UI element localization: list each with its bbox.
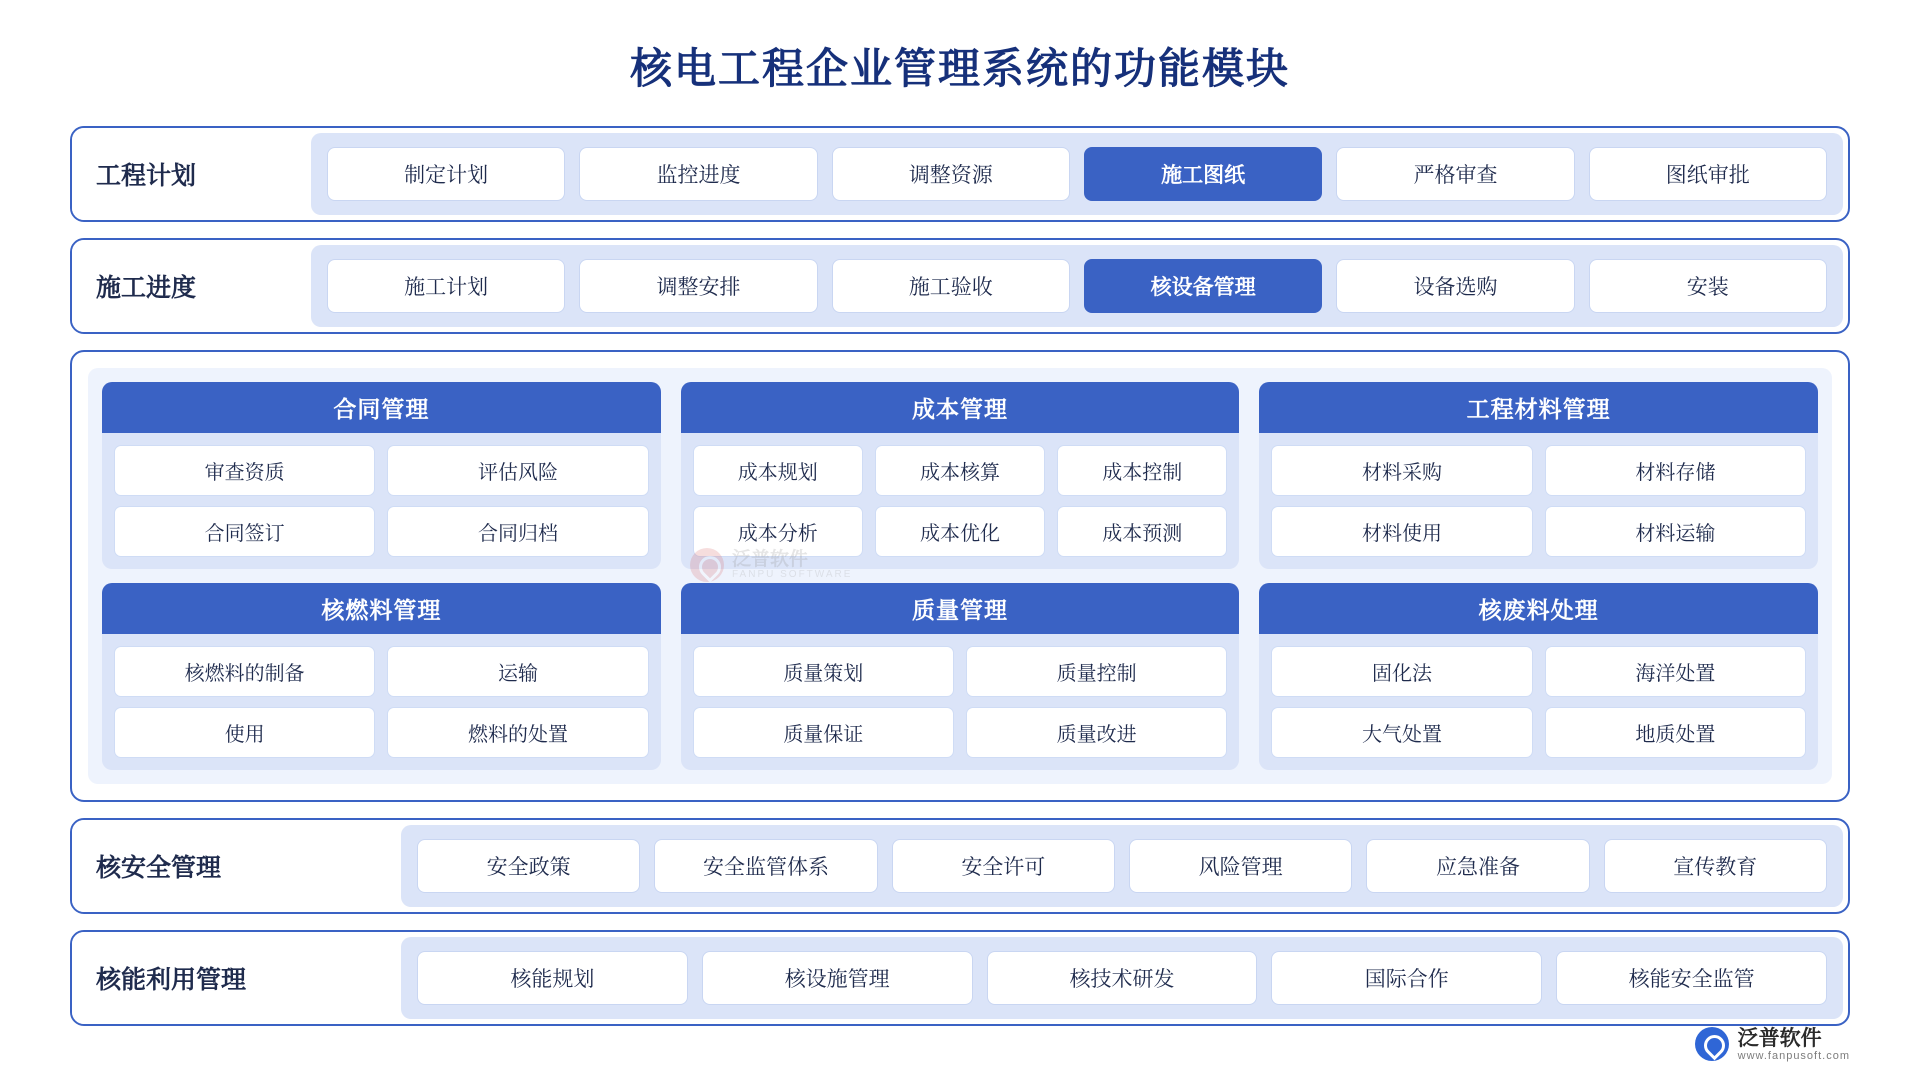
card-title: 核燃料管理 (102, 583, 661, 634)
row-items (311, 133, 1843, 215)
chip-item[interactable]: 调整安排 (579, 259, 817, 313)
chip-item[interactable]: 监控进度 (579, 147, 817, 201)
chip-item[interactable]: 图纸审批 (1589, 147, 1827, 201)
brand-site: www.fanpusoft.com (1737, 1049, 1850, 1062)
card-cell[interactable]: 质量策划 (693, 646, 954, 697)
row-label: 核安全管理 (72, 820, 396, 912)
card-body (102, 634, 661, 758)
card-body (1259, 433, 1818, 557)
row-engineering-plan (70, 126, 1850, 222)
card-title: 合同管理 (102, 382, 661, 433)
card-cell[interactable]: 材料使用 (1271, 506, 1532, 557)
card-quality-management (681, 583, 1240, 770)
card-cell[interactable]: 使用 (114, 707, 375, 758)
card-cell[interactable]: 成本优化 (875, 506, 1045, 557)
row-nuclear-utilization-management (70, 930, 1850, 1026)
card-nuclear-waste-treatment (1259, 583, 1818, 770)
card-cell[interactable]: 核燃料的制备 (114, 646, 375, 697)
chip-item[interactable]: 核设施管理 (702, 951, 973, 1005)
chip-item[interactable]: 宣传教育 (1604, 839, 1827, 893)
card-cell[interactable]: 成本核算 (875, 445, 1045, 496)
chip-item[interactable]: 风险管理 (1129, 839, 1352, 893)
chip-item[interactable]: 国际合作 (1271, 951, 1542, 1005)
watermark-name: 泛普软件 (732, 548, 809, 570)
card-cell[interactable]: 运输 (387, 646, 648, 697)
row-label: 施工进度 (72, 240, 306, 332)
card-cell[interactable]: 成本预测 (1057, 506, 1227, 557)
card-title: 质量管理 (681, 583, 1240, 634)
card-cell[interactable]: 合同归档 (387, 506, 648, 557)
card-body (681, 634, 1240, 758)
modules-panel (70, 350, 1850, 802)
card-cell[interactable]: 质量保证 (693, 707, 954, 758)
chip-item[interactable]: 制定计划 (327, 147, 565, 201)
card-title: 成本管理 (681, 382, 1240, 433)
chip-item[interactable]: 核能安全监管 (1556, 951, 1827, 1005)
card-cell[interactable]: 地质处置 (1545, 707, 1806, 758)
card-cell[interactable]: 固化法 (1271, 646, 1532, 697)
card-cell[interactable]: 成本分析 (693, 506, 863, 557)
card-cell[interactable]: 燃料的处置 (387, 707, 648, 758)
row-label: 核能利用管理 (72, 932, 396, 1024)
watermark-pinyin: FANPU SOFTWARE (732, 568, 853, 580)
card-body (102, 433, 661, 557)
chip-item[interactable]: 施工验收 (832, 259, 1070, 313)
card-cell[interactable]: 成本规划 (693, 445, 863, 496)
modules-grid (88, 368, 1832, 784)
card-cell[interactable]: 质量改进 (966, 707, 1227, 758)
row-construction-progress (70, 238, 1850, 334)
chip-item[interactable]: 安全监管体系 (654, 839, 877, 893)
card-contract-management (102, 382, 661, 569)
card-cell[interactable]: 材料存储 (1545, 445, 1806, 496)
row-items (401, 937, 1843, 1019)
brand-name: 泛普软件 (1737, 1026, 1822, 1050)
chip-item[interactable]: 施工计划 (327, 259, 565, 313)
chip-item[interactable]: 核技术研发 (987, 951, 1258, 1005)
card-title: 工程材料管理 (1259, 382, 1818, 433)
brand-logo-icon (1695, 1027, 1729, 1061)
chip-item[interactable]: 安装 (1589, 259, 1827, 313)
card-material-management (1259, 382, 1818, 569)
chip-item-active[interactable]: 施工图纸 (1084, 147, 1322, 201)
chip-item[interactable]: 严格审查 (1336, 147, 1574, 201)
card-cell[interactable]: 材料运输 (1545, 506, 1806, 557)
card-cell[interactable]: 合同签订 (114, 506, 375, 557)
chip-item[interactable]: 设备选购 (1336, 259, 1574, 313)
row-items (401, 825, 1843, 907)
brand-logo (1695, 1027, 1850, 1062)
chip-item[interactable]: 安全许可 (892, 839, 1115, 893)
card-cell[interactable]: 评估风险 (387, 445, 648, 496)
row-items (311, 245, 1843, 327)
chip-item[interactable]: 核能规划 (417, 951, 688, 1005)
row-nuclear-safety-management (70, 818, 1850, 914)
chip-item[interactable]: 应急准备 (1366, 839, 1589, 893)
card-cost-management (681, 382, 1240, 569)
card-cell[interactable]: 成本控制 (1057, 445, 1227, 496)
card-cell[interactable]: 海洋处置 (1545, 646, 1806, 697)
card-nuclear-fuel-management (102, 583, 661, 770)
card-cell[interactable]: 审查资质 (114, 445, 375, 496)
card-title: 核废料处理 (1259, 583, 1818, 634)
row-label: 工程计划 (72, 128, 306, 220)
chip-item-active[interactable]: 核设备管理 (1084, 259, 1322, 313)
card-cell[interactable]: 质量控制 (966, 646, 1227, 697)
brand-text (1738, 1027, 1850, 1062)
chip-item[interactable]: 安全政策 (417, 839, 640, 893)
chip-item[interactable]: 调整资源 (832, 147, 1070, 201)
card-cell[interactable]: 材料采购 (1271, 445, 1532, 496)
card-cell[interactable]: 大气处置 (1271, 707, 1532, 758)
card-body (681, 433, 1240, 557)
page-title: 核电工程企业管理系统的功能模块 (629, 45, 1290, 92)
card-body (1259, 634, 1818, 758)
